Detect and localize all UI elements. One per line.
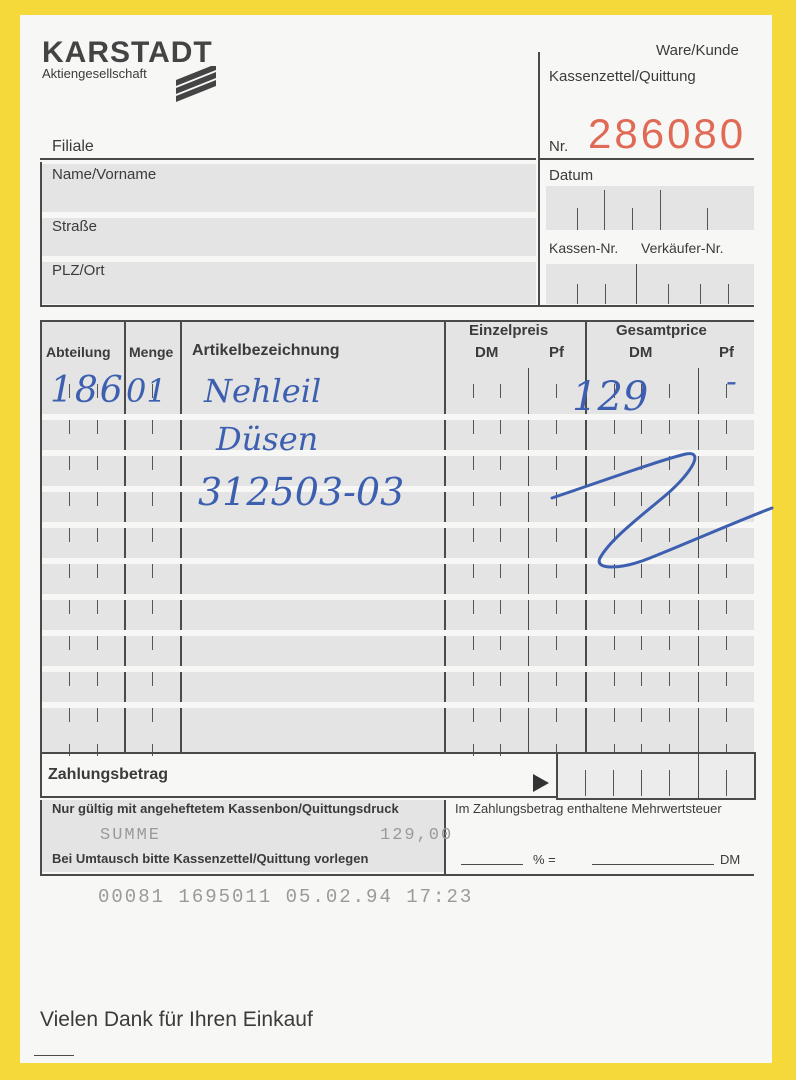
column-tick — [641, 420, 642, 434]
col-header-article: Artikelbezeichnung — [192, 342, 340, 359]
handwritten-department: 186 — [50, 370, 125, 411]
column-tick — [669, 672, 670, 686]
handwritten-strike-icon — [540, 440, 776, 580]
handwritten-article-1: Nehleil — [204, 372, 322, 410]
column-tick — [669, 636, 670, 650]
brand-subtitle: Aktiengesellschaft — [42, 66, 147, 81]
column-tick — [500, 744, 501, 756]
divider-top-right — [538, 52, 540, 160]
handwritten-quantity: 01 — [126, 372, 167, 410]
row-stripe — [42, 256, 536, 262]
column-tick — [669, 420, 670, 434]
column-tick — [69, 708, 70, 722]
column-tick — [69, 600, 70, 614]
column-tick — [614, 672, 615, 686]
column-tick — [473, 420, 474, 434]
column-tick — [669, 384, 670, 398]
col-header-total-dm: DM — [629, 344, 653, 361]
column-tick — [500, 708, 501, 722]
register-tick — [605, 284, 606, 304]
handwritten-total-dm: 129 — [572, 374, 649, 420]
column-tick — [556, 636, 557, 650]
column-tick — [473, 384, 474, 398]
register-divider — [636, 264, 637, 304]
handwritten-article-3: 312503-03 — [198, 470, 405, 514]
column-tick — [152, 600, 153, 614]
validity-note: Nur gültig mit angeheftetem Kassenbon/Quittungsdruck — [52, 801, 399, 816]
column-tick — [97, 420, 98, 434]
seller-tick — [728, 284, 729, 304]
column-tick — [69, 636, 70, 650]
handwritten-article-2: Düsen — [216, 420, 319, 458]
column-tick — [97, 456, 98, 470]
payment-label: Zahlungsbetrag — [48, 766, 169, 783]
column-tick — [97, 564, 98, 578]
register-label: Kassen-Nr. — [549, 240, 619, 256]
column-tick — [500, 564, 501, 578]
divider-nr — [538, 158, 754, 160]
city-label: PLZ/Ort — [52, 262, 105, 279]
column-tick — [152, 420, 153, 434]
col-header-unit-dm: DM — [475, 344, 499, 361]
printed-sum-value: 129,00 — [380, 826, 454, 845]
date-tick — [660, 190, 661, 230]
column-tick — [152, 564, 153, 578]
column-tick — [614, 600, 615, 614]
column-tick — [726, 636, 727, 650]
column-tick — [473, 744, 474, 756]
column-tick — [641, 672, 642, 686]
vat-currency: DM — [720, 852, 741, 867]
column-tick — [97, 708, 98, 722]
nr-label: Nr. — [549, 138, 569, 155]
col-divider-article — [444, 320, 446, 752]
handwritten-total-pf: - — [726, 362, 737, 400]
brand-logo: KARSTADT — [42, 36, 213, 69]
column-tick — [97, 636, 98, 650]
printed-receipt-line: 00081 1695011 05.02.94 17:23 — [98, 886, 474, 908]
exchange-note: Bei Umtausch bitte Kassenzettel/Quittung vorlegen — [52, 851, 369, 866]
column-tick — [556, 600, 557, 614]
validity-box-bottom — [40, 874, 754, 876]
column-tick — [500, 600, 501, 614]
copy-label: Ware/Kunde — [656, 42, 739, 59]
column-tick — [556, 708, 557, 722]
row-stripe — [42, 212, 536, 218]
arrow-right-icon — [533, 774, 549, 792]
column-tick — [69, 528, 70, 542]
column-tick — [152, 672, 153, 686]
branch-label: Filiale — [52, 138, 94, 155]
payment-tick — [669, 770, 670, 796]
column-tick — [556, 672, 557, 686]
column-tick — [500, 420, 501, 434]
column-tick — [152, 492, 153, 506]
seller-label: Verkäufer-Nr. — [641, 240, 724, 256]
column-tick — [614, 708, 615, 722]
column-tick — [97, 672, 98, 686]
date-tick — [604, 190, 605, 230]
column-tick — [669, 600, 670, 614]
column-tick — [500, 528, 501, 542]
divider-branch — [40, 158, 536, 160]
printed-sum-label: SUMME — [100, 826, 162, 845]
column-tick — [556, 384, 557, 398]
column-tick — [473, 528, 474, 542]
date-tick — [707, 208, 708, 230]
payment-tick — [613, 770, 614, 796]
column-tick — [152, 456, 153, 470]
col-header-quantity: Menge — [129, 344, 174, 360]
receipt-number: 286080 — [588, 110, 747, 157]
column-tick — [641, 636, 642, 650]
vat-note: Im Zahlungsbetrag enthaltene Mehrwertsteuer — [455, 801, 722, 816]
payment-pf-divider — [698, 752, 699, 798]
table-row — [42, 702, 754, 708]
brand-stripes-icon — [172, 66, 220, 102]
column-tick — [97, 600, 98, 614]
column-tick — [473, 492, 474, 506]
date-label: Datum — [549, 167, 594, 184]
meta-border-bottom — [538, 305, 754, 307]
col-header-unit-pf: Pf — [549, 344, 564, 361]
column-tick — [641, 600, 642, 614]
column-tick — [69, 564, 70, 578]
payment-tick — [641, 770, 642, 796]
column-tick — [473, 564, 474, 578]
table-row — [42, 594, 754, 600]
column-tick — [69, 672, 70, 686]
payment-bottom — [40, 796, 556, 798]
column-tick — [726, 420, 727, 434]
column-tick — [614, 420, 615, 434]
column-tick — [726, 708, 727, 722]
date-tick — [577, 208, 578, 230]
street-label: Straße — [52, 218, 98, 235]
doc-type: Kassenzettel/Quittung — [549, 68, 696, 85]
bottom-mark — [34, 1055, 74, 1056]
column-tick — [473, 456, 474, 470]
col-header-total-pf: Pf — [719, 344, 734, 361]
column-tick — [97, 744, 98, 756]
col-header-department: Abteilung — [46, 344, 111, 360]
customer-area — [42, 164, 536, 304]
payment-divider — [40, 752, 556, 754]
column-tick — [726, 672, 727, 686]
column-tick — [641, 708, 642, 722]
column-tick — [500, 384, 501, 398]
column-tick — [97, 492, 98, 506]
column-tick — [500, 492, 501, 506]
col-divider-qty — [180, 320, 182, 752]
date-tick — [632, 208, 633, 230]
column-tick — [97, 528, 98, 542]
customer-border-bottom — [40, 305, 540, 307]
seller-tick — [700, 284, 701, 304]
table-row — [42, 630, 754, 636]
meta-border-left — [538, 160, 540, 306]
column-tick — [69, 492, 70, 506]
column-tick — [614, 636, 615, 650]
vat-amount-blank — [592, 864, 714, 865]
column-tick — [473, 600, 474, 614]
column-tick — [69, 744, 70, 756]
column-tick — [500, 672, 501, 686]
seller-tick — [668, 284, 669, 304]
column-tick — [152, 636, 153, 650]
payment-tick — [726, 770, 727, 796]
payment-tick — [585, 770, 586, 796]
vat-percent-blank — [461, 864, 523, 865]
column-tick — [473, 708, 474, 722]
column-tick — [152, 708, 153, 722]
register-tick — [577, 284, 578, 304]
column-tick — [556, 420, 557, 434]
vat-percent-sign: % = — [533, 852, 556, 867]
column-tick — [473, 672, 474, 686]
column-tick — [726, 600, 727, 614]
column-tick — [152, 528, 153, 542]
validity-box-left — [40, 800, 42, 876]
column-tick — [69, 456, 70, 470]
table-row — [42, 666, 754, 672]
col-header-unit-price: Einzelpreis — [469, 322, 549, 339]
column-tick — [473, 636, 474, 650]
column-tick — [69, 420, 70, 434]
name-label: Name/Vorname — [52, 166, 157, 183]
column-tick — [152, 744, 153, 756]
thanks-message: Vielen Dank für Ihren Einkauf — [40, 1008, 313, 1031]
col-header-total-price: Gesamtprice — [616, 322, 707, 339]
column-tick — [500, 636, 501, 650]
customer-border-left — [40, 162, 42, 306]
column-tick — [500, 456, 501, 470]
column-tick — [669, 708, 670, 722]
